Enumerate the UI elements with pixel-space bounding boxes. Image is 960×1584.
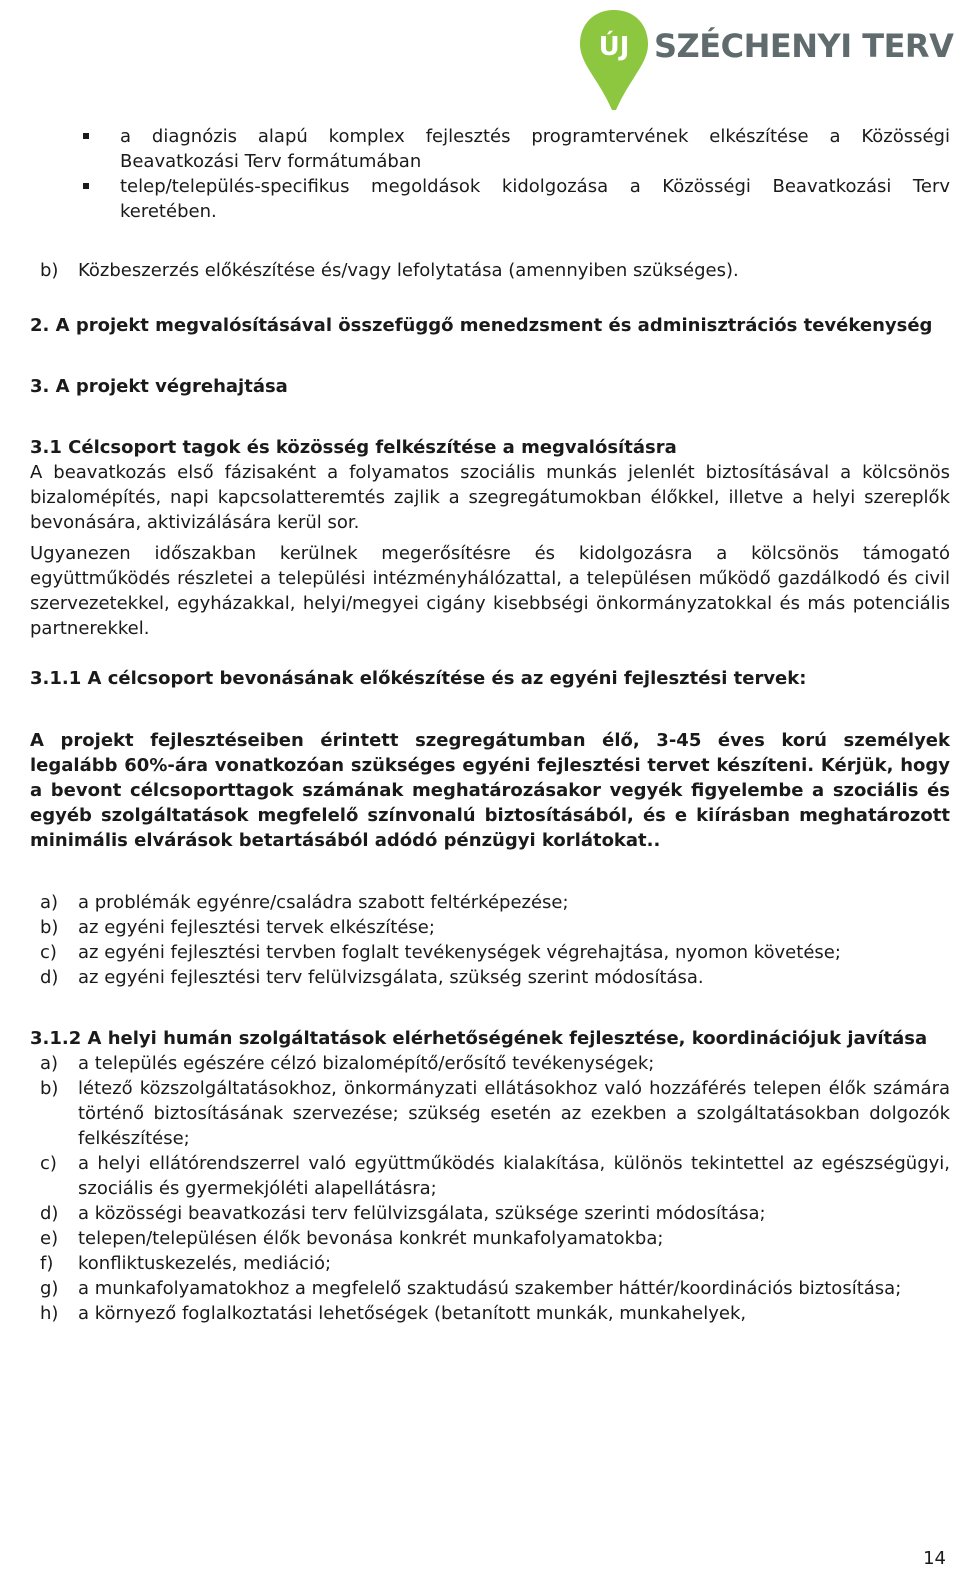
- list-marker: a): [40, 1053, 59, 1074]
- bullet-item: [30, 124, 950, 174]
- section-heading-3-1-1: 3.1.1 A célcsoport bevonásának előkészítése és az egyéni fejlesztési tervek:: [30, 668, 807, 689]
- list-text: létező közszolgáltatásokhoz, önkormányzati ellátásokhoz való hozzáférés telepen élők számára történő biztosításának szervezése; szükség esetén az ezekben a szolgáltatásokban dolgozók felkészítése;: [78, 1078, 950, 1149]
- list-item: [30, 890, 950, 915]
- list-item: [30, 1151, 950, 1201]
- ordered-list-1: [30, 890, 950, 990]
- list-marker: a): [40, 892, 59, 913]
- list-marker: b): [40, 917, 59, 938]
- list-text: telepen/településen élők bevonása konkrét munkafolyamatokba;: [78, 1228, 664, 1249]
- location-pin-icon: [578, 8, 650, 112]
- section-heading-2: 2. A projekt megvalósításával összefüggő menedzsment és adminisztrációs tevékenység: [30, 315, 933, 336]
- list-text: a település egészére célzó bizalomépítő/erősítő tevékenységek;: [78, 1053, 655, 1074]
- list-marker: d): [40, 967, 59, 988]
- list-text: a problémák egyénre/családra szabott feltérképezése;: [78, 892, 569, 913]
- square-bullet-icon: [83, 183, 89, 189]
- list-item: [30, 940, 950, 965]
- list-marker: e): [40, 1228, 59, 1249]
- bold-paragraph: A projekt fejlesztéseiben érintett szegregátumban élő, 3-45 éves korú személyek legalább 60%-ára vonatkozóan szükséges egyéni fejlesztési tervet készíteni. Kérjük, hogy a bevont célcsoporttagok számának meghatározásakor vegyék figyelembe a szociális és egyéb szolgáltatások megfelelő színvonalú biztosításából, és e kiírásban meghatározott minimális elvárások betartásából adódó pénzügyi korlátokat..: [30, 730, 950, 851]
- list-item: [30, 1251, 950, 1276]
- list-marker: h): [40, 1303, 59, 1324]
- bullet-text: telep/település-specifikus megoldások kidolgozása a Közösségi Beavatkozási Terv keretében.: [120, 176, 950, 222]
- ordered-list-2: [30, 1051, 950, 1326]
- list-marker: b): [40, 1078, 59, 1099]
- list-marker: c): [40, 1153, 57, 1174]
- page-number: 14: [923, 1548, 946, 1569]
- list-item: [30, 1226, 950, 1251]
- list-marker: d): [40, 1203, 59, 1224]
- list-item: [30, 1076, 950, 1151]
- list-text: Közbeszerzés előkészítése és/vagy lefolytatása (amennyiben szükséges).: [78, 260, 739, 281]
- paragraph: A beavatkozás első fázisaként a folyamatos szociális munkás jelenlét biztosításával a kölcsönös bizalomépítés, napi kapcsolatteremtés zajlik a szegregátumokban élőkkel, illetve a helyi szereplők bevonására, aktivizálására kerül sor.: [30, 462, 950, 533]
- logo-badge-text: ÚJ: [598, 32, 630, 62]
- list-text: az egyéni fejlesztési terv felülvizsgálata, szükség szerint módosítása.: [78, 967, 704, 988]
- list-item: [30, 915, 950, 940]
- list-text: a munkafolyamatokhoz a megfelelő szaktudású szakember háttér/koordinációs biztosítása;: [78, 1278, 902, 1299]
- square-bullet-icon: [83, 133, 89, 139]
- list-text: a közösségi beavatkozási terv felülvizsgálata, szüksége szerinti módosítása;: [78, 1203, 766, 1224]
- list-marker: f): [40, 1253, 54, 1274]
- logo-brand-text: SZÉCHENYI TERV: [654, 27, 954, 65]
- list-text: a környező foglalkoztatási lehetőségek (betanított munkák, munkahelyek,: [78, 1303, 747, 1324]
- section-heading-3-1: 3.1 Célcsoport tagok és közösség felkészítése a megvalósításra: [30, 437, 677, 458]
- list-text: az egyéni fejlesztési tervek elkészítése;: [78, 917, 435, 938]
- szechenyi-terv-logo: [578, 8, 954, 112]
- bullet-text: a diagnózis alapú komplex fejlesztés programtervének elkészítése a Közösségi Beavatkozási Terv formátumában: [120, 126, 950, 172]
- document-page: [30, 124, 950, 1326]
- section-heading-3: 3. A projekt végrehajtása: [30, 376, 288, 397]
- list-item: [30, 965, 950, 990]
- item-b: [30, 258, 950, 283]
- section-heading-3-1-2: 3.1.2 A helyi humán szolgáltatások elérhetőségének fejlesztése, koordinációjuk javítása: [30, 1028, 928, 1049]
- list-marker: b): [40, 260, 59, 281]
- list-item: [30, 1301, 950, 1326]
- list-item: [30, 1201, 950, 1226]
- list-marker: c): [40, 942, 57, 963]
- paragraph: Ugyanezen időszakban kerülnek megerősítésre és kidolgozásra a kölcsönös támogató együttműködés részletei a települési intézményhálózattal, a településen működő gazdálkodó és civil szervezetekkel, egyházakkal, helyi/megyei cigány kisebbségi önkormányzatokkal és más potenciális partnerekkel.: [30, 543, 950, 639]
- bullet-item: [30, 174, 950, 224]
- list-marker: g): [40, 1278, 59, 1299]
- list-item: [30, 1276, 950, 1301]
- list-text: a helyi ellátórendszerrel való együttműködés kialakítása, különös tekintettel az egészségügyi, szociális és gyermekjóléti alapellátásra;: [78, 1153, 950, 1199]
- list-text: az egyéni fejlesztési tervben foglalt tevékenységek végrehajtása, nyomon követése;: [78, 942, 841, 963]
- list-item: [30, 1051, 950, 1076]
- list-text: konfliktuskezelés, mediáció;: [78, 1253, 332, 1274]
